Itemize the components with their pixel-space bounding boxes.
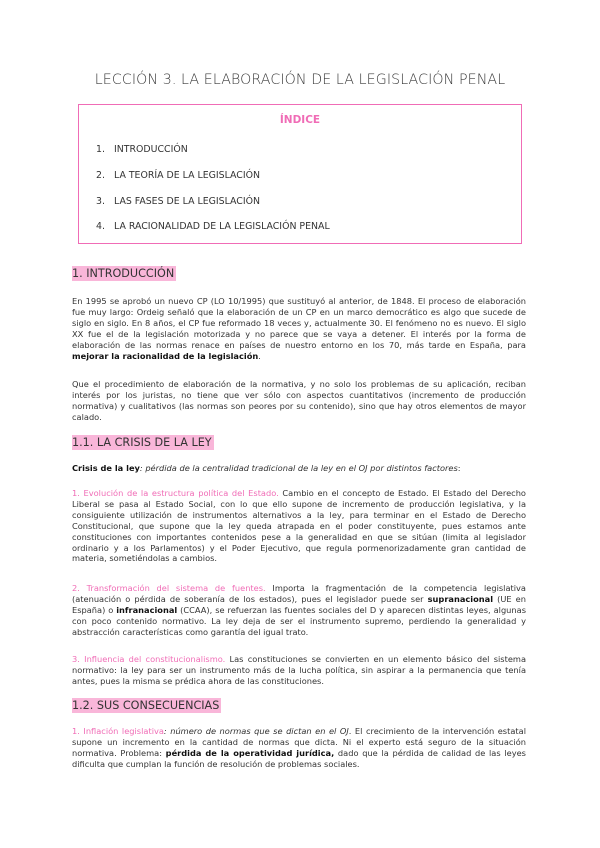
section-heading-crisis: 1.1. LA CRISIS DE LA LEY [72, 436, 212, 449]
paragraph-factor-3: 3. Influencia del constitucionalismo. Las constituciones se convierten en un elemento básico del sistema normativo: la ley para ser un instrumento más de la lucha política, sin aspirar a la permanencia que tenía antes, pues la misma se prédica ahora de las constituciones. [72, 654, 527, 686]
index-item [96, 221, 330, 232]
index-box [78, 104, 522, 244]
index-item-label: LA TEORÍA DE LA LEGISLACIÓN [114, 170, 261, 181]
page-title: LECCIÓN 3. LA ELABORACIÓN DE LA LEGISLACIÓN PENAL [94, 72, 506, 88]
index-item-label: LA RACIONALIDAD DE LA LEGISLACIÓN PENAL [114, 221, 330, 232]
index-item [96, 170, 260, 181]
paragraph-factor-2: 2. Transformación del sistema de fuentes. Importa la fragmentación de la competencia legislativa (atenuación o pérdida de soberanía de los estados), pues el legislador puede ser supranacional (UE en España) o infranacional (CCAA), se refuerzan las fuentes sociales del D y aparecen distintas leyes, algunas con poco contenido normativo. La ley deja de ser el instrumento supremo, perdiendo la generalidad y abstracción características como garantía del igual trato. [72, 583, 526, 637]
paragraph-crisis-lead: Crisis de la ley: pérdida de la centralidad tradicional de la ley en el OJ por distintos factores: [72, 463, 461, 473]
section-heading-consecuencias: 1.2. SUS CONSECUENCIAS [72, 699, 220, 712]
index-item-number: 2. [96, 170, 105, 181]
index-item-label: INTRODUCCIÓN [114, 144, 188, 155]
index-item [96, 144, 188, 155]
index-item-number: 3. [96, 196, 105, 207]
index-item [96, 196, 260, 207]
paragraph-factor-1: 1. Evolución de la estructura política del Estado. Cambio en el concepto de Estado. El Estado del Derecho Liberal se pasa al Estado Social, con lo que ello supone de incremento de producción legislativa, y la consiguiente utilización de instrumentos alternativos a la ley, para terminar en el Estado de Derecho Constitucional, que supone que la ley queda atrapada en el poder constituyente, pues estamos ante constituciones con importantes contenidos pese a la generalidad en que se sitúan (limita al legislador ordinario y a los Parlamentos) y el Poder Ejecutivo, que regula pormenorizadamente gran cantidad de materia, sometiéndolas a cambios. [72, 488, 526, 564]
paragraph-intro-1: En 1995 se aprobó un nuevo CP (LO 10/1995) que sustituyó al anterior, de 1848. El proceso de elaboración fue muy largo: Ordeig señaló que la elaboración de un CP en un marco democrático es algo que sucede de siglo en siglo. En 8 años, el CP fue reformado 18 veces y, actualmente 30. El fenómeno no es nuevo. El siglo XX fue el de la legislación motorizada y no parece que se vaya a detener. El interés por la forma de elaboración de las normas renace en países de nuestro entorno en los 70, más tarde en España, para mejorar la racionalidad de la legislación. [72, 296, 526, 361]
section-heading-introduccion: 1. INTRODUCCIÓN [72, 267, 175, 280]
index-heading: ÍNDICE [279, 114, 321, 126]
index-item-number: 1. [96, 144, 105, 155]
index-item-label: LAS FASES DE LA LEGISLACIÓN [114, 196, 261, 207]
paragraph-intro-2: Que el procedimiento de elaboración de la normativa, y no solo los problemas de su aplicación, reciban interés por los juristas, no tiene que ver sólo con aspectos cuantitativos (incremento de producción normativa) y cualitativos (las normas son peores por su contenido), sino que hay otros elementos de mayor calado. [72, 379, 526, 422]
index-item-number: 4. [96, 221, 105, 232]
paragraph-consecuencia-1: 1. Inflación legislativa: número de normas que se dictan en el OJ. El crecimiento de la intervención estatal supone un incremento en la cantidad de normas que dicta. Ni el experto está seguro de la situación normativa. Problema: pérdida de la operatividad jurídica, dado que la pérdida de calidad de las leyes dificulta que cumplan la función de resolución de problemas sociales. [72, 726, 526, 769]
